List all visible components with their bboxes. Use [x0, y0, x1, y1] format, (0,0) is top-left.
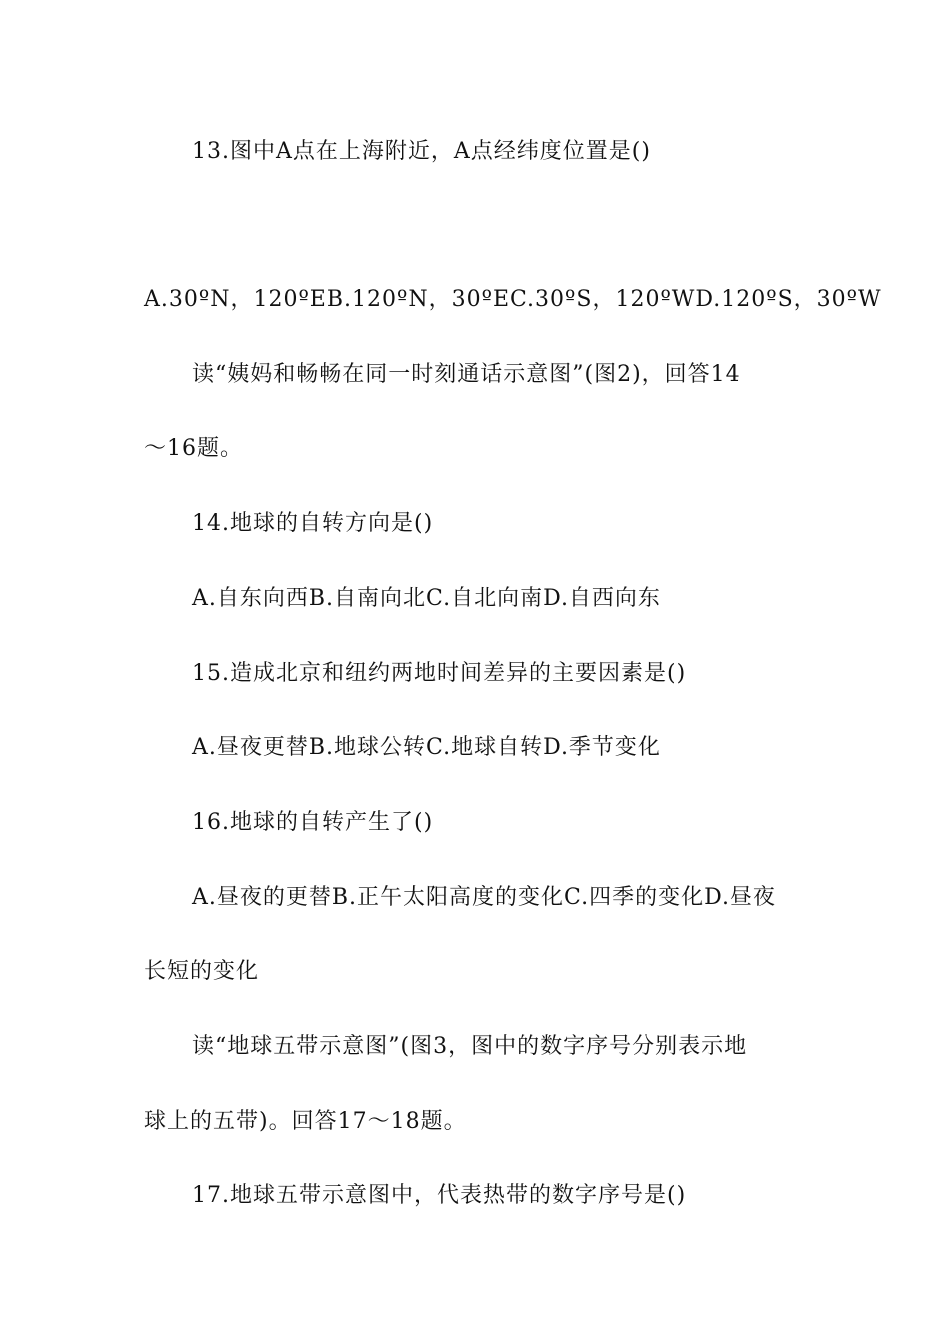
question-16: 16.地球的自转产生了() — [192, 810, 434, 835]
question-13: 13.图中A点在上海附近，A点经纬度位置是() — [192, 139, 651, 164]
question-14: 14.地球的自转方向是() — [192, 511, 434, 536]
question-15: 15.造成北京和纽约两地时间差异的主要因素是() — [192, 661, 687, 686]
question-14-options: A.自东向西B.自南向北C.自北向南D.自西向东 — [192, 586, 661, 611]
question-13-options: A.30ºN，120ºEB.120ºN，30ºEC.30ºS，120ºWD.120ºS，30ºW — [144, 287, 882, 312]
reading-prompt-2: 读“姨妈和畅畅在同一时刻通话示意图”(图2)，回答14 — [192, 362, 741, 387]
question-15-options: A.昼夜更替B.地球公转C.地球自转D.季节变化 — [192, 735, 661, 760]
question-16-options-cont: 长短的变化 — [144, 959, 260, 984]
reading-prompt-3-cont: 球上的五带)。回答17～18题。 — [144, 1109, 467, 1134]
reading-prompt-3: 读“地球五带示意图”(图3，图中的数字序号分别表示地 — [192, 1034, 748, 1059]
question-16-options: A.昼夜的更替B.正午太阳高度的变化C.四季的变化D.昼夜 — [192, 885, 776, 910]
question-17: 17.地球五带示意图中，代表热带的数字序号是() — [192, 1183, 687, 1208]
reading-prompt-2-cont: ～16题。 — [144, 436, 243, 461]
